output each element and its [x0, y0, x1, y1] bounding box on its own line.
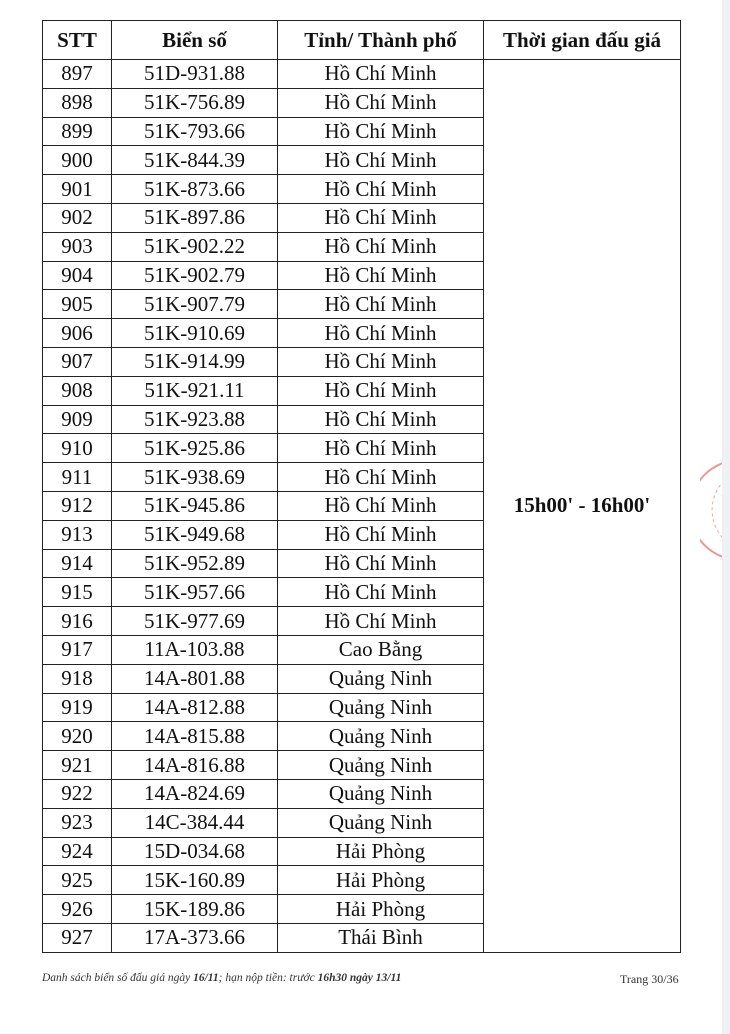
row-stt: 902 — [43, 203, 112, 232]
row-plate: 51K-938.69 — [112, 463, 278, 492]
row-stt: 925 — [43, 866, 112, 895]
row-plate: 15K-160.89 — [112, 866, 278, 895]
row-stt: 923 — [43, 808, 112, 837]
row-plate: 51K-952.89 — [112, 549, 278, 578]
row-plate: 15D-034.68 — [112, 837, 278, 866]
plate-auction-table — [42, 20, 681, 953]
row-province: Quảng Ninh — [278, 751, 484, 780]
row-province: Hồ Chí Minh — [278, 376, 484, 405]
row-stt: 906 — [43, 319, 112, 348]
row-province: Quảng Ninh — [278, 808, 484, 837]
table-row — [43, 60, 681, 89]
row-province: Cao Bằng — [278, 635, 484, 664]
row-province: Quảng Ninh — [278, 664, 484, 693]
footer-note-middle: ; hạn nộp tiền: trước — [218, 972, 318, 984]
row-plate: 51K-957.66 — [112, 578, 278, 607]
row-stt: 899 — [43, 117, 112, 146]
row-stt: 919 — [43, 693, 112, 722]
row-plate: 51K-897.86 — [112, 203, 278, 232]
row-plate: 51K-925.86 — [112, 434, 278, 463]
header-province: Tỉnh/ Thành phố — [278, 21, 484, 60]
row-province: Hồ Chí Minh — [278, 347, 484, 376]
row-province: Hồ Chí Minh — [278, 434, 484, 463]
row-plate: 51K-945.86 — [112, 491, 278, 520]
row-province: Quảng Ninh — [278, 693, 484, 722]
row-stt: 898 — [43, 88, 112, 117]
header-stt: STT — [43, 21, 112, 60]
row-stt: 901 — [43, 175, 112, 204]
row-province: Hồ Chí Minh — [278, 607, 484, 636]
row-stt: 916 — [43, 607, 112, 636]
row-plate: 15K-189.86 — [112, 895, 278, 924]
row-province: Hồ Chí Minh — [278, 203, 484, 232]
row-province: Hồ Chí Minh — [278, 261, 484, 290]
row-plate: 14A-801.88 — [112, 664, 278, 693]
row-plate: 51K-902.22 — [112, 232, 278, 261]
row-stt: 918 — [43, 664, 112, 693]
row-stt: 903 — [43, 232, 112, 261]
row-stt: 927 — [43, 923, 112, 952]
row-plate: 14A-812.88 — [112, 693, 278, 722]
row-province: Hồ Chí Minh — [278, 88, 484, 117]
row-stt: 917 — [43, 635, 112, 664]
row-stt: 915 — [43, 578, 112, 607]
row-stt: 897 — [43, 60, 112, 89]
row-stt: 912 — [43, 491, 112, 520]
row-stt: 900 — [43, 146, 112, 175]
row-province: Hải Phòng — [278, 866, 484, 895]
table-body — [43, 60, 681, 953]
row-plate: 51K-914.99 — [112, 347, 278, 376]
row-province: Hồ Chí Minh — [278, 146, 484, 175]
row-plate: 51K-844.39 — [112, 146, 278, 175]
page-edge — [722, 0, 730, 1034]
row-stt: 921 — [43, 751, 112, 780]
row-province: Hồ Chí Minh — [278, 549, 484, 578]
row-province: Hồ Chí Minh — [278, 290, 484, 319]
row-plate: 51K-949.68 — [112, 520, 278, 549]
row-province: Hồ Chí Minh — [278, 491, 484, 520]
row-province: Hồ Chí Minh — [278, 405, 484, 434]
row-plate: 11A-103.88 — [112, 635, 278, 664]
auction-time-cell: 15h00' - 16h00' — [484, 60, 681, 953]
page-number: Trang 30/36 — [620, 972, 679, 986]
row-plate: 14A-816.88 — [112, 751, 278, 780]
row-plate: 17A-373.66 — [112, 923, 278, 952]
row-province: Quảng Ninh — [278, 779, 484, 808]
row-stt: 920 — [43, 722, 112, 751]
row-plate: 51K-923.88 — [112, 405, 278, 434]
row-stt: 904 — [43, 261, 112, 290]
row-plate: 51K-910.69 — [112, 319, 278, 348]
row-stt: 924 — [43, 837, 112, 866]
row-plate: 51K-921.11 — [112, 376, 278, 405]
row-province: Hồ Chí Minh — [278, 319, 484, 348]
row-plate: 51K-907.79 — [112, 290, 278, 319]
footer-note — [42, 972, 401, 984]
row-stt: 908 — [43, 376, 112, 405]
row-plate: 51K-902.79 — [112, 261, 278, 290]
row-stt: 905 — [43, 290, 112, 319]
row-plate: 51D-931.88 — [112, 60, 278, 89]
row-province: Hồ Chí Minh — [278, 175, 484, 204]
row-plate: 51K-756.89 — [112, 88, 278, 117]
row-stt: 913 — [43, 520, 112, 549]
row-plate: 51K-977.69 — [112, 607, 278, 636]
row-plate: 14C-384.44 — [112, 808, 278, 837]
row-plate: 14A-824.69 — [112, 779, 278, 808]
table-header-row — [43, 21, 681, 60]
row-plate: 14A-815.88 — [112, 722, 278, 751]
row-plate: 51K-793.66 — [112, 117, 278, 146]
footer-note-deadline: 16h30 ngày 13/11 — [317, 972, 402, 984]
row-stt: 926 — [43, 895, 112, 924]
row-province: Hồ Chí Minh — [278, 60, 484, 89]
row-stt: 922 — [43, 779, 112, 808]
row-province: Hải Phòng — [278, 895, 484, 924]
row-province: Hồ Chí Minh — [278, 117, 484, 146]
row-province: Hồ Chí Minh — [278, 463, 484, 492]
row-province: Hải Phòng — [278, 837, 484, 866]
footer-note-prefix: Danh sách biển số đấu giá ngày — [42, 972, 194, 984]
row-stt: 910 — [43, 434, 112, 463]
row-stt: 907 — [43, 347, 112, 376]
row-province: Hồ Chí Minh — [278, 232, 484, 261]
row-province: Hồ Chí Minh — [278, 578, 484, 607]
row-province: Thái Bình — [278, 923, 484, 952]
row-stt: 909 — [43, 405, 112, 434]
row-plate: 51K-873.66 — [112, 175, 278, 204]
footer-note-date: 16/11 — [193, 972, 219, 984]
row-stt: 911 — [43, 463, 112, 492]
row-stt: 914 — [43, 549, 112, 578]
row-province: Hồ Chí Minh — [278, 520, 484, 549]
header-auction-time: Thời gian đấu giá — [484, 21, 681, 60]
row-province: Quảng Ninh — [278, 722, 484, 751]
header-plate: Biển số — [112, 21, 278, 60]
